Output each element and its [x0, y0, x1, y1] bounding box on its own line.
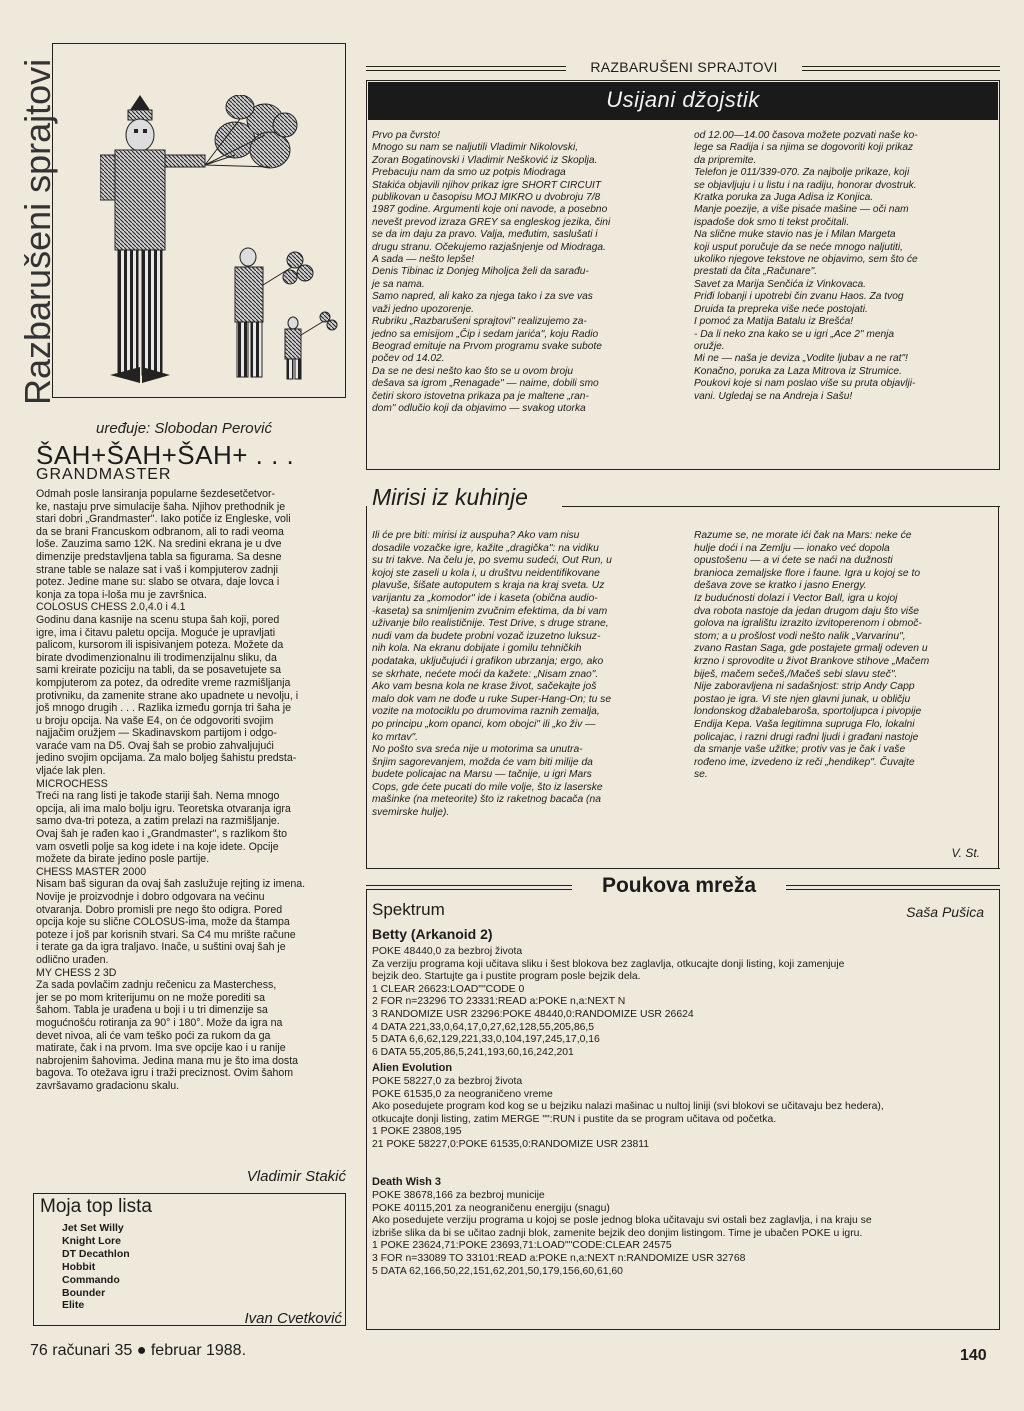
mirisi-rule-top [562, 506, 1000, 507]
toplist-item: Hobbit [62, 1260, 96, 1273]
mirisi-rule-left [366, 506, 367, 868]
mirisi-col1: Ili će pre biti: mirisi iz auspuha? Ako vam nisu dosadile vozačke igre, kažite „dragička": na vidiku su tri takve. Na čelu je, po svemu sudeći, Out Run, u kojoj ste zaseli u kola i, u društvu neidentifikovane plavuše, šišate autoputem s kraja na kraj sveta. Uz varijantu za „komodor" ide i kaseta (obična audio- -kaseta) sa snimljenim zvučnim efektima, da bi vam uživanje bilo realističnije. Test Drive, s druge strane, nudi vam da budete probni vozač izuzetno luksuz- nih kola. Na ekranu dobijate i gomilu tehničkih podataka, uključujući i grafikon ubrzanja; ergo, ako se skrhate, nećete moći da kažete: „Nisam znao". Ako vam besna kola ne krase život, sačekajte još malo dok vam ne dođe u ruke Super-Hang-On; tu se vozite na motociklu po drumovima raznih zemalja, po principu „kom opanci, kom obojci" ili „ko živ — ko mrtav". No pošto sva sreća nije u motorima sa unutra- šnjim sagorevanjem, možda će vam biti milije da budete policajac na Marsu — tačnije, u igri Mars Cops, gde ćete pucati do mile volje, što iz laserske mašinke (na meteorite) što iz raketnog bacača (na svemirske hulje). [372, 530, 612, 819]
banner-title: RAZBARUŠENI SPRAJTOVI [590, 59, 778, 75]
toplist-title: Moja top lista [40, 1196, 152, 1217]
footer-left: 76 računari 35 ● februar 1988. [30, 1342, 247, 1359]
toplist-item: Bounder [62, 1286, 106, 1299]
chess-subtitle: GRANDMASTER [36, 466, 172, 483]
chess-body: Odmah posle lansiranja popularne šezdesetčetvor- ke, nastaju prve simulacije šaha. Njihov prethodnik je stari dobri „Grandmaster". Iako potiče iz Engleske, voli da se brani Francuskom odbranom, ali to radi veoma loše. Zauzima samo 12K. Na sredini ekrana je u dve dimenzije predstavljena tabla sa figurama. Sa desne strane table se nalaze sat i vaš i kompjuterov zadnji potez. Jedine mane su: slabo se otvara, daje lovca i konja za topa i-loša mu je završnica. COLOSUS CHESS 2.0,4.0 i 4.1 Godinu dana kasnije na scenu stupa šah koji, pored igre, ima i čitavu paletu opcija. Moguće je upravljati palicom, kursorom ili ispisivanjem poteza. Možete da birate dvodimenzionalnu ili trodimenzijalnu sliku, da sami kreirate poziciju na tabli, da se posavetujete sa kompjuterom za potez, da odredite vreme razmišljanja protivniku, da zamenite strane ako upadnete u nevolju, i još mnogo drugih . . . Razlika između gornja tri šaha je u broju opcija. Na vaše E4, on će odgovoriti svojim najjačim oružjem — Skadinavskom partijom i odgo- varaće vam na D5. Ovaj šah se probio zahvaljujući jedino svojim opcijama. Za malo boljeg šahistu predsta- vljaće lak plen. MICROCHESS Treći na rang listi je takođe stariji šah. Nema mnogo opcija, ali ima malo bolju igru. Teoretska otvaranja igra samo dva-tri poteza, a zatim prelazi na razmišljanje. Ovaj šah je rađen kao i „Grandmaster", s razlikom što vam osvetli polje sa kog idete i na koje idete. Opcije možete da birate jedino posle partije. CHESS MASTER 2000 Nisam baš siguran da ovaj šah zaslužuje rejting iz imena. Novije je proizvodnje i dobro odgovara na većinu otvaranja. Dobro promisli pre nego što odigra. Pored opcija koje su slične COLOSUS-ima, može da štampa poteze i još par korisnih stvari. Sa C4 mu mrište račune i terate ga da igra traljavo. Inače, u suštini ovaj šah je odlično urađen. MY CHESS 2 3D Za sada povlačim zadnju rečenicu za Masterchess, jer se po mom kriterijumu on ne može porediti sa šahom. Tabla je urađena u boji i u tri dimenzije sa mogućnošću rotiranja za 90° i 180°. Može da igra na devet nivoa, ali će vam teško poći za rukom da ga matirate, čak i na prvom. Ima sve opcije kao i u ranije nabrojenim šahovima. Jedina mana mu je što ima dosta bagova. To otežava igru i traži preciznost. Ovim šahom završavamo gradacionu skalu. [36, 488, 306, 1092]
death-title: Death Wish 3 [372, 1176, 441, 1188]
betty-title: Betty (Arkanoid 2) [372, 926, 493, 942]
chess-title: ŠAH+ŠAH+ŠAH+ . . . [36, 440, 295, 470]
mirisi-title: Mirisi iz kuhinje [372, 484, 528, 510]
toplist-item: Knight Lore [62, 1234, 121, 1247]
usijani-title: Usijani džojstik [606, 87, 760, 112]
mirisi-rule-right [998, 506, 999, 868]
alien-body: POKE 58227,0 za bezbroj života POKE 61535,0 za neograničeno vreme Ako posedujete program kod kog se u bejziku nalazi mašinac u nultoj liniji (svi blokovi se učitavaju bez hedera), otkucajte donji listing, zatim MERGE "":RUN i pustite da se program učitava od početka. 1 POKE 23808,195 21 POKE 58227,0:POKE 61535,0:RANDOMIZE USR 23811 [372, 1076, 884, 1150]
betty-body: POKE 48440,0 za bezbroj života Za verziju programa koji učitava sliku i šest blokova bez zaglavlja, otkucajte donji listing, koji zamenjuje bejzik deo. Startujte ga i pustite program posle bejzik dela. 1 CLEAR 26623:LOAD""CODE 0 2 FOR n=23296 TO 23331:READ a:POKE n,a:NEXT N 3 RANDOMIZE USR 23296:POKE 48440,0:RANDOMIZE USR 26624 4 DATA 221,33,0,64,17,0,27,62,128,55,205,86,5 5 DATA 6,6,62,129,221,33,0,104,197,245,17,0,16 6 DATA 55,205,86,5,241,193,60,16,242,201 [372, 946, 845, 1058]
banner-rule-left [366, 66, 566, 71]
toplist-item: Elite [62, 1299, 85, 1312]
poukova-author: Saša Pušica [906, 904, 984, 920]
page-number: 140 [960, 1347, 987, 1364]
side-title: Razbarušeni sprajtovi [17, 58, 58, 405]
chess-author: Vladimir Stakić [246, 1168, 346, 1185]
mirisi-rule-bottom [366, 868, 1000, 869]
usijani-col1: Prvo pa čvrsto! Mnogo su nam se naljutili Vladimir Nikolovski, Zoran Bogatinovski i Vladimir Nešković iz Skoplja. Prebacuju nam da smo uz potpis Miodraga Stakića objavili njihov prikaz igre SHORT CIRCUIT publikovan u časopisu MOJ MIKRO u dvobroju 7/8 1987 godine. Argumenti koje oni navode, a posebno nevešt prevod izraza GREY sa engleskog jezika, čini se da im daju za pravo. Valja, međutim, saslušati i drugu stranu. Očekujemo razjašnjenje od Miodraga. A sada — nešto lepše! Denis Tibinac iz Donjeg Miholjca želi da sarađu- je sa nama. Samo napred, ali kako za njega tako i za sve vas važi jedno upozorenje. Rubriku „Razbarušeni sprajtovi" realizujemo za- jedno sa emisijom „Čip i sedam jarića", koju Radio Beograd emituje na Prvom programu svake subote počev od 14.02. Da se ne desi nešto kao što se u ovom broju dešava sa igrom „Renagade" — naime, dobili smo četiri skoro istovetna prikaza pa je maltene „ran- dom" odlučio koji da objavimo — svakog utorka [372, 130, 611, 414]
banner-rule-right [802, 66, 1000, 71]
toplist-item: Jet Set Willy [62, 1222, 124, 1234]
poukova-platform: Spektrum [372, 900, 445, 919]
editor-credit: uređuje: Slobodan Perović [96, 420, 272, 437]
death-body: POKE 38678,166 za bezbroj municije POKE 40115,201 za neograničenu energiju (snagu) Ako posedujete verziju programa u kojoj se posle jednog bloka učitavaju svi ostali bez zaglavlja, i na kraju se izbriše slika da bi se učitao zadnji blok, zamenite bejzik deo donjim listingom. Time je ubačen POKE u igru. 1 POKE 23624,71:POKE 23693,71:LOAD""CODE:CLEAR 24575 3 FOR n=33089 TO 33101:READ a:POKE n,a:NEXT n:RANDOMIZE USR 32768 5 DATA 62,166,50,22,151,62,201,50,179,156,60,61,60 [372, 1190, 872, 1277]
usijani-col2: od 12.00—14.00 časova možete pozvati naše ko- lege sa Radija i sa njima se dogovoriti koji prikaz da pripremite. Telefon je 011/339-070. Za najbolje prikaze, koji se objavljuju i u listu i na radiju, honorar dvostruk. Kratka poruka za Juga Adisa iz Konjica. Manje poezije, a više pisaće mašine — oči nam ispadoše dok smo ti tekst pročitali. Na slične muke stavio nas je i Milan Margeta koji usput poručuje da se neće mnogo naljutiti, ukoliko njegove tekstove ne objavimo, sem što će prestati da čita „Računare". Savet za Marija Senčića iz Vinkovaca. Priđi lobanji i upotrebi čin zvanu Haos. Za tvog Druida ta prepreka više neće postojati. I pomoć za Matija Batalu iz Brešća! - Da li neko zna kako se u igri „Ace 2" menja oružje. Mi ne — naša je deviza „Vodite ljubav a ne rat"! Konačno, poruka za Laza Mitrova iz Strumice. Poukovi koje si nam poslao više su pruta objavlji- vani. Ugledaj se na Andreja i Sašu! [694, 130, 918, 402]
toplist-item: DT Decathlon [62, 1247, 130, 1260]
toplist-author: Ivan Cvetković [244, 1310, 342, 1327]
toplist-item: Commando [62, 1273, 120, 1286]
poukova-title: Poukova mreža [601, 874, 757, 897]
mirisi-col2: Razume se, ne morate ići čak na Mars: neke će hulje doći i na Zemlju — ionako već dopola opustošenu — a vi ćete se naći na dužnosti branioca zemaljske flore i faune. Igra u kojoj se to dešava zove se kratko i jasno Energy. Iz budućnosti dolazi i Vector Ball, igra u kojoj dva robota nastoje da jedan drugom daju što više golova na igralištu izrazito izvitoperenom i območ- stom; a u prošlost vodi nešto nalik „Varvarinu", zvano Rastan Saga, gde postajete grmalj odeven u krzno i sprovodite u život Brankove stihove „Mačem biješ, mačem sečeš,/Mačeš sebi slavu steč". Nije zaboravljena ni sadašnjost: strip Andy Capp postao je igra. Vi ste njen glavni junak, u obličju londonskog džabalebaroša, sportoljupca i pivopije Endija Kepa. Vaša legitimna supruga Flo, lokalni policajac, i razni drugi rađni ljudi i građani nastoje da smanje vaše užitke; protiv vas je čak i vaše rođeno ime, izvedeno iz reči „hendikep". Čuvajte se. [694, 530, 930, 781]
clown-illustration [100, 95, 350, 395]
alien-title: Alien Evolution [372, 1062, 453, 1074]
mirisi-author: V. St. [951, 846, 980, 860]
toplist-items [62, 1222, 130, 1312]
